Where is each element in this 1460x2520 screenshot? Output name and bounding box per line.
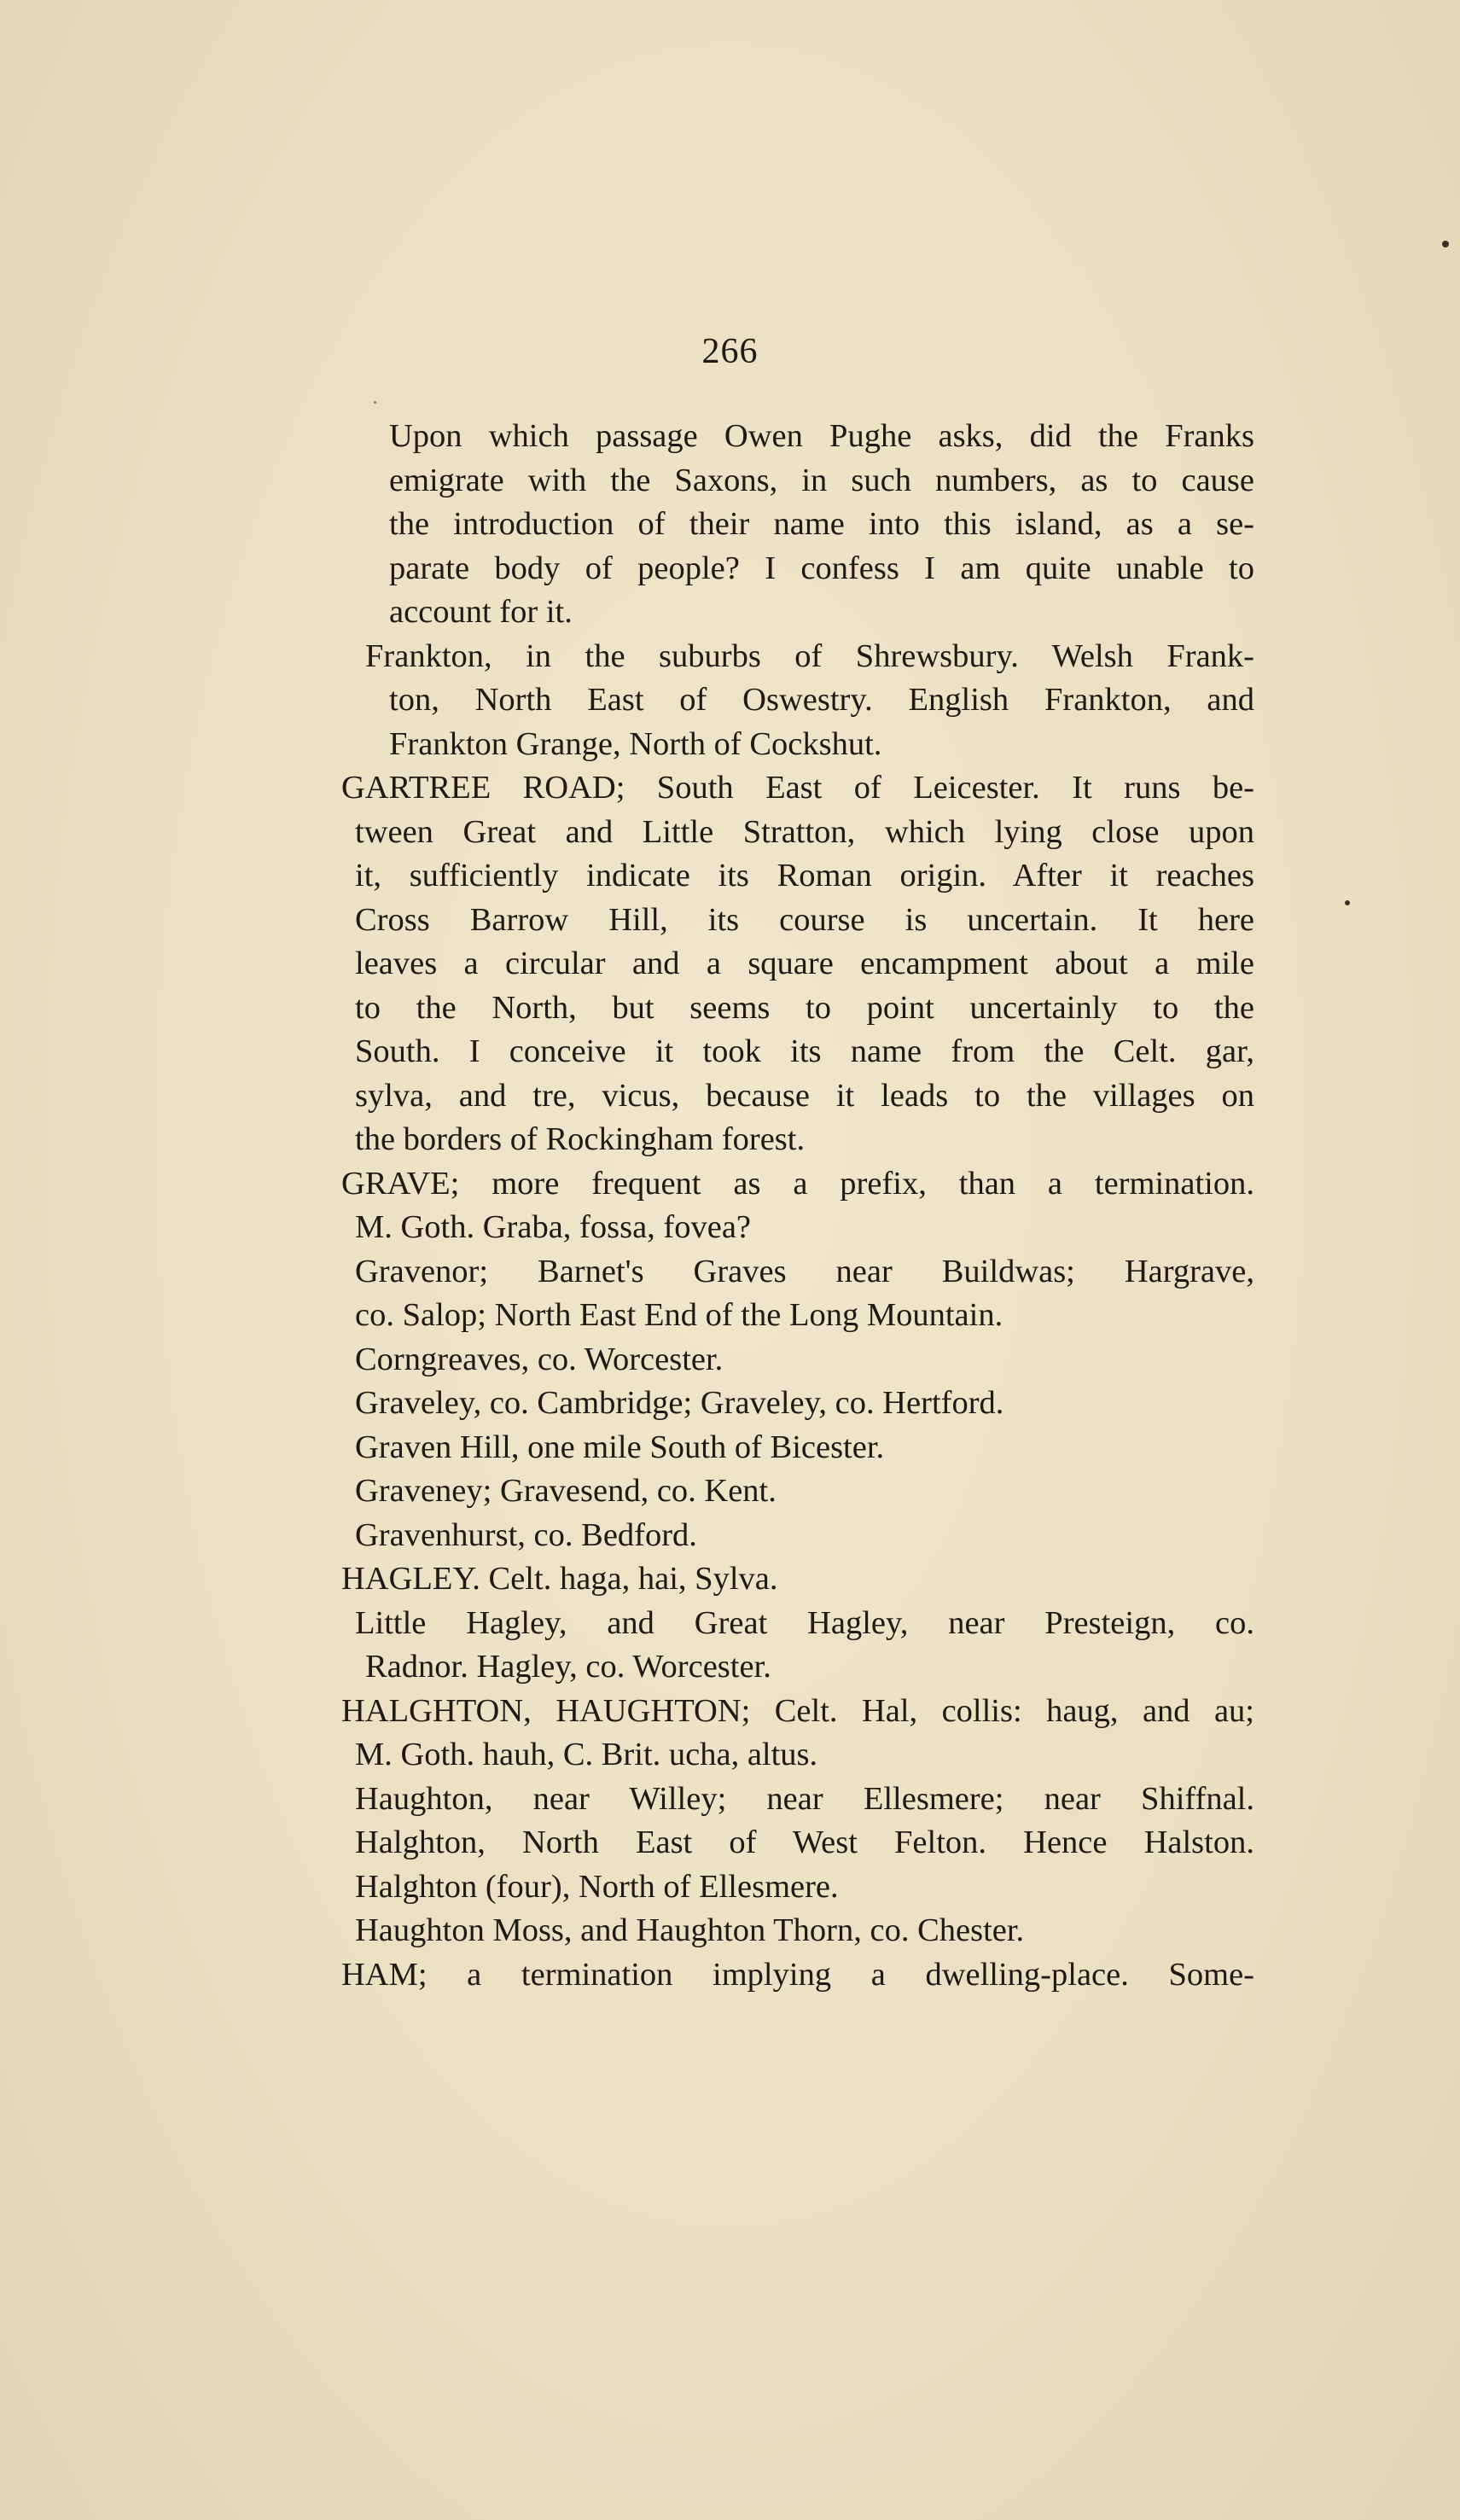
text-line [341,1909,1254,1953]
text-line-content: Cross Barrow Hill, its course is uncertain. It here [355,901,1254,938]
text-line-content: HAGLEY. Celt. haga, hai, Sylva. [341,1561,778,1597]
text-line-content: Corngreaves, co. Worcester. [355,1341,724,1377]
text-line-content: the borders of Rockingham forest. [355,1121,806,1157]
text-line-content: Frankton, in the suburbs of Shrewsbury. Welsh Frank- [365,637,1254,674]
text-line [341,723,1254,767]
text-line [341,503,1254,547]
paper-speck [1442,241,1449,247]
text-line-content: Halghton, North East of West Felton. Hence Halston. [355,1825,1254,1860]
text-line [341,1690,1254,1734]
text-line [341,1382,1254,1426]
text-line [341,415,1254,459]
text-line-content: Haughton Moss, and Haughton Thorn, co. Chester. [355,1912,1025,1948]
body-text [341,415,1254,1997]
text-line-content: Radnor. Hagley, co. Worcester. [365,1649,771,1685]
paper-speck [1345,900,1350,905]
text-line-content: Graveley, co. Cambridge; Graveley, co. Hertford. [355,1385,1004,1421]
text-line [341,678,1254,723]
page-number: 266 [701,332,759,371]
text-line [341,1118,1254,1162]
text-line-content: ton, North East of Oswestry. English Frankton, and [389,682,1254,718]
text-line [341,1294,1254,1338]
text-line [341,1470,1254,1514]
text-line [341,1030,1254,1074]
text-line-content: Graveney; Gravesend, co. Kent. [355,1473,777,1509]
text-line-content: emigrate with the Saxons, in such numbers, as to cause [389,462,1254,498]
text-line-content: HALGHTON, HAUGHTON; Celt. Hal, collis: haug, and au; [341,1692,1254,1729]
text-line [341,942,1254,986]
text-line-content: Halghton (four), North of Ellesmere. [355,1868,839,1905]
text-line [341,1778,1254,1822]
text-line-content: it, sufficiently indicate its Roman origin. After it reaches [355,858,1254,893]
text-line-content: M. Goth. Graba, fossa, fovea? [355,1209,751,1245]
text-line [341,1514,1254,1558]
text-line [341,1865,1254,1910]
text-line-content: M. Goth. hauh, C. Brit. ucha, altus. [355,1737,818,1772]
text-line [341,591,1254,635]
text-line [341,766,1254,811]
text-line [341,459,1254,503]
text-line [341,1602,1254,1646]
text-line [341,547,1254,591]
text-line-content: Gravenhurst, co. Bedford. [355,1516,697,1553]
text-line-content: tween Great and Little Stratton, which lying close upon [355,813,1254,850]
text-line [341,1162,1254,1207]
paper-speck [374,401,376,404]
text-line-content: to the North, but seems to point uncertainly to the [355,989,1254,1026]
text-line [341,1821,1254,1865]
text-line-content: Upon which passage Owen Pughe asks, did the Franks [389,418,1254,454]
text-line [341,1426,1254,1470]
text-line [341,1338,1254,1382]
text-line [341,1206,1254,1250]
text-line [341,1953,1254,1998]
text-line-content: HAM; a termination implying a dwelling-place. Some- [341,1956,1254,1993]
text-line-content: GRAVE; more frequent as a prefix, than a termination. [341,1165,1254,1202]
text-line [341,811,1254,855]
text-line [341,854,1254,899]
text-line-content: parate body of people? I confess I am quite unable to [389,550,1254,586]
text-line-content: Gravenor; Barnet's Graves near Buildwas; Hargrave, [355,1253,1254,1289]
text-line [341,1645,1254,1690]
text-line-content: the introduction of their name into this island, as a se- [389,506,1254,542]
text-line [341,1733,1254,1778]
text-line [341,899,1254,943]
text-line-content: Haughton, near Willey; near Ellesmere; near Shiffnal. [355,1780,1254,1817]
text-line [341,1074,1254,1119]
text-line [341,986,1254,1031]
text-line-content: sylva, and tre, vicus, because it leads to the villages on [355,1077,1254,1114]
text-line-content: account for it. [389,594,573,630]
text-line [341,635,1254,679]
text-line [341,1250,1254,1295]
text-line-content: co. Salop; North East End of the Long Mountain. [355,1297,1003,1333]
text-line-content: South. I conceive it took its name from the Celt. gar, [355,1033,1254,1069]
text-line-content: leaves a circular and a square encampment about a mile [355,946,1254,981]
text-line [341,1557,1254,1602]
text-line-content: GARTREE ROAD; South East of Leicester. It runs be- [341,770,1254,806]
text-line-content: Frankton Grange, North of Cockshut. [389,725,882,762]
text-line-content: Little Hagley, and Great Hagley, near Presteign, co. [355,1604,1254,1641]
text-line-content: Graven Hill, one mile South of Bicester. [355,1429,885,1465]
